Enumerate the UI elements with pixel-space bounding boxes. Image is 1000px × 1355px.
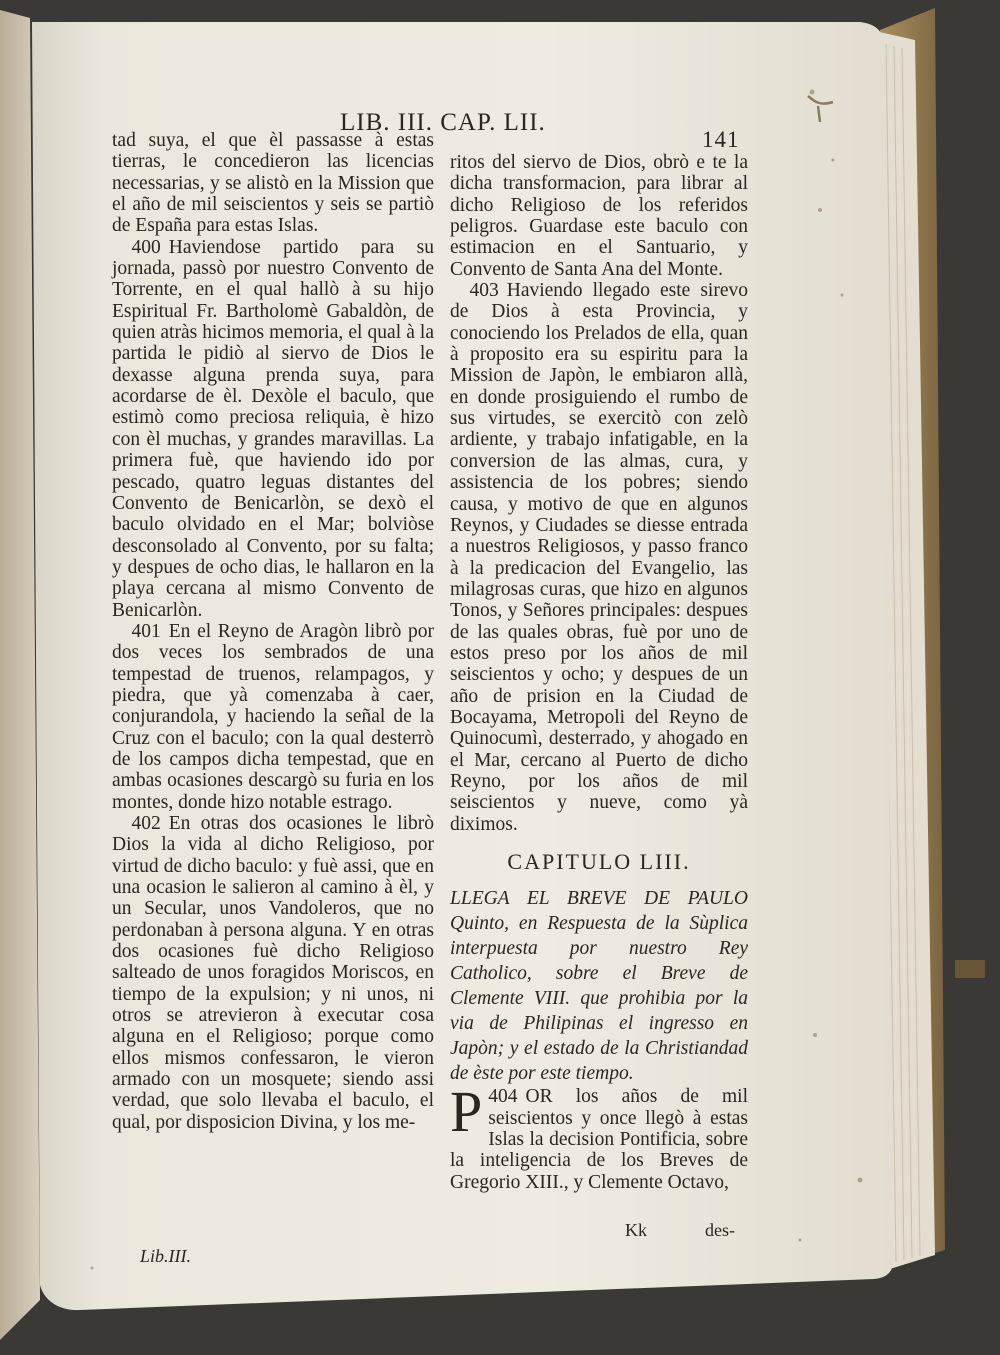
chapter-summary: LLEGA EL BREVE DE PAULO Quinto, en Respuesta de la Sùplica interpuesta por nuestro Rey Catholico, sobre el Breve de Clemente VIII. que prohibia por la via de Philipinas el ingresso en Japòn; y el estado de la Christiandad de èste por este tiempo. <box>450 888 748 1085</box>
left-column <box>112 130 434 1133</box>
gathering-mark: Kk <box>625 1220 647 1240</box>
running-title: LIB. III. CAP. LII. <box>340 109 546 136</box>
chapter-title: CAPITULO LIII. <box>507 849 691 874</box>
paragraph-400: 400 Haviendose partido para su jornada, passò por nuestro Convento de Torrente, en el qual hallò à su hijo Espiritual Fr. Bartholomè Gabaldòn, de quien atràs hicimos memoria, el qual à la partida le pidiò al siervo de Dios le dexasse alguna prenda suya, para acordarse de èl. Dexòle el baculo, que estimò como preciosa reliquia, è hizo con èl muchas, y grandes maravillas. La primera fuè, que haviendo ido por pescado, quatro leguas distantes del Convento de Benicarlòn, se dexò el baculo olvidado en el Mar; bolviòse desconsolado al Convento, por su falta; y despues de ocho dias, le hallaron en la playa cercana al mismo Convento de Benicarlòn. <box>112 236 434 621</box>
paragraph-402: 402 En otras dos ocasiones le librò Dios la vida al dicho Religioso, por virtud de dicho baculo: y fuè assi, que en una ocasion le salieron al camino à èl, y un Secular, unos Vandoleros, que no perdonaban à persona alguna. Y en otras dos ocasiones fuè dicho Religioso salteado de unos foragidos Moriscos, en tiempo de la expulsion; y ni unos, ni otros se atrevieron à executar cosa alguna en el Religioso; porque como ellos mismos confessaron, le vieron armado con un mosquete; siendo assi verdad, que solo llevaba el baculo, el qual, por disposicion Divina, y los me- <box>112 813 434 1133</box>
catchword: des- <box>705 1220 735 1240</box>
paragraph-continuation-right: ritos del siervo de Dios, obrò e te la dicha transformacion, para librar al dicho Religioso de los referidos peligros. Guardase este baculo con estimacion en el Santuario, y Convento de Santa Ana del Monte. <box>450 152 748 280</box>
paragraph-404: 404 P OR los años de mil seiscientos y once llegò à estas Islas la decision Pontificia, sobre la inteligencia de los Breves de Gregorio XIII., y Clemente Octavo, <box>450 1079 748 1193</box>
page-number: 141 <box>702 127 740 152</box>
drop-cap: P <box>450 1079 483 1145</box>
paragraph-401: 401 En el Reyno de Aragòn librò por dos veces los sembrados de una tempestad de truenos, relampagos, y piedra, que yà comenzaba à caer, conjurandola, y haciendo la señal de la Cruz con el baculo; con la qual desterrò de los campos dicha tempestad, que en ambas ocasiones descargò su furia en los montes, donde hizo notable estrago. <box>112 620 434 813</box>
paragraph-continuation: tad suya, el que èl passasse à estas tierras, le concedieron las licencias necessarias, y se alistò en la Mission que el año de mil seiscientos y seis se partiò de España para estas Islas. <box>112 130 434 237</box>
paragraph-403: 403 Haviendo llegado este sirevo de Dios à esta Provincia, y conociendo los Prelados de ella, quan à proposito era su espiritu para la Mission de Japòn, le embiaron allà, en donde prosiguiendo el rumbo de sus virtudes, se exercitò con zelò ardiente, y trabajo infatigable, en la conversion de las almas, cura, y assistencia de los pobres; siendo causa, y motivo de que en algunos Reynos, y Ciudades se diesse entrada a nuestros Religiosos, y passo franco à la predicacion del Evangelio, las milagrosas curas, que hizo en algunos Tonos, y Señores principales: despues de las quales obras, fuè por uno de estos preso por los años de mil seiscientos y ocho; y despues de un año de prision en la Ciudad de Bocayama, Metropoli del Reyno de Quinocumì, desterrado, y ahogado en el Mar, cercano al Puerto de dicho Reyno, por los años de mil seiscientos y nueve, como yà diximos. <box>450 280 748 835</box>
right-column <box>450 152 748 1193</box>
signature-mark: Lib.III. <box>140 1246 191 1266</box>
tab-strip <box>955 960 985 978</box>
